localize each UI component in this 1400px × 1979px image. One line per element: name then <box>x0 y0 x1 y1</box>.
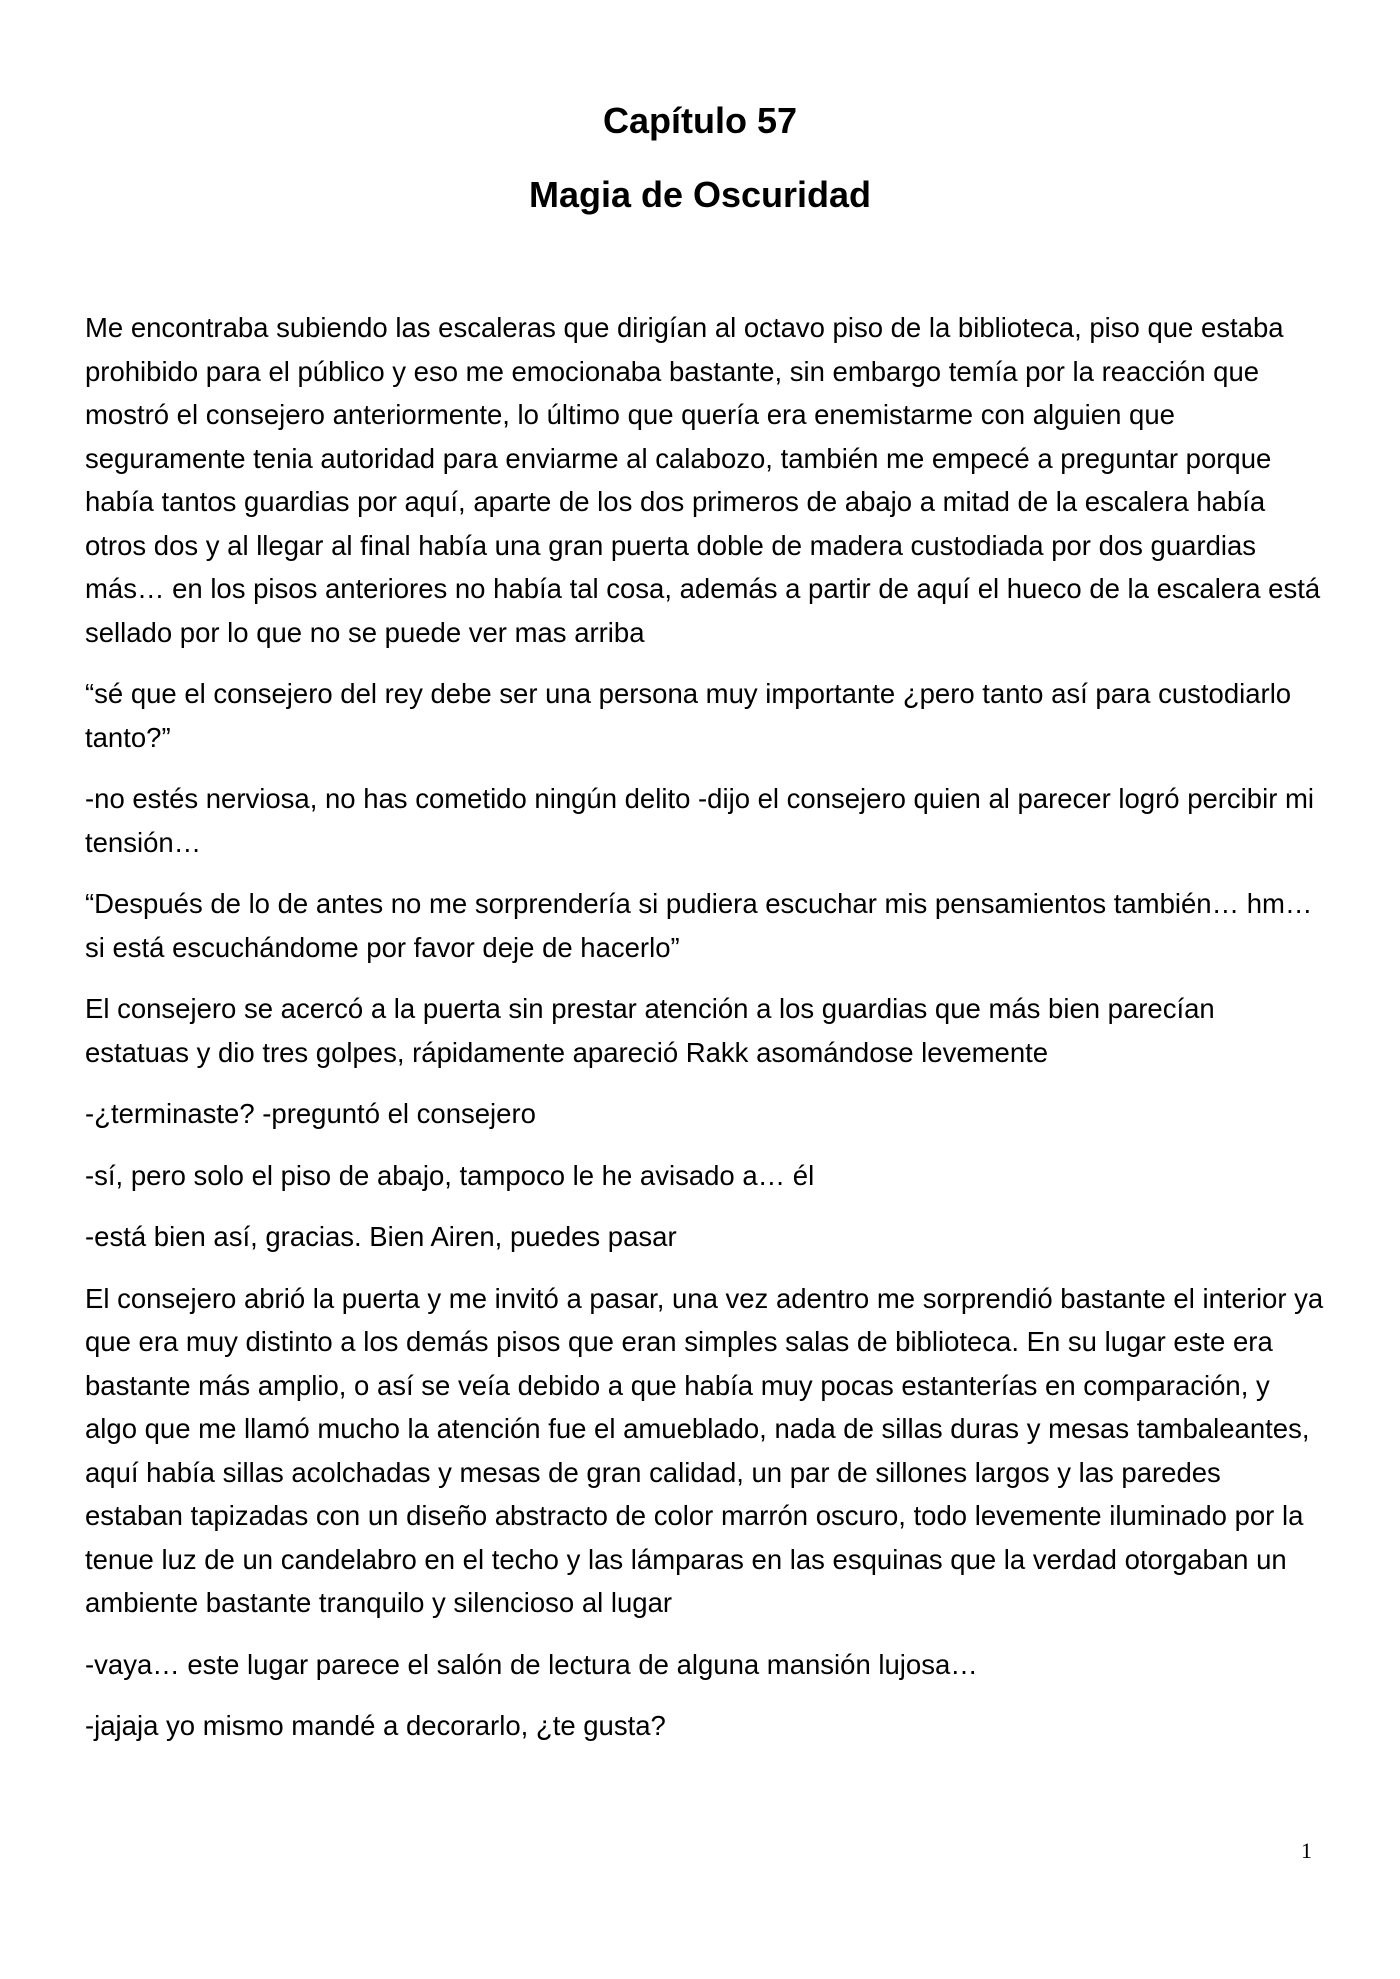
paragraph: -no estés nerviosa, no has cometido ningún delito -dijo el consejero quien al parecer logró percibir mi tensión… <box>85 783 1315 858</box>
paragraph: -¿terminaste? -preguntó el consejero <box>85 1098 536 1129</box>
paragraph: -jajaja yo mismo mandé a decorarlo, ¿te gusta? <box>85 1710 666 1741</box>
paragraph: -sí, pero solo el piso de abajo, tampoco le he avisado a… él <box>85 1159 815 1191</box>
paragraph: “Después de lo de antes no me sorprendería si pudiera escuchar mis pensamientos también… hm… si está escuchándome por favor deje de hacerlo” <box>85 888 1313 963</box>
page-number: 1 <box>1301 1838 1312 1863</box>
chapter-heading <box>0 84 1400 232</box>
paragraph: -vaya… este lugar parece el salón de lectura de alguna mansión lujosa… <box>85 1648 978 1680</box>
paragraph: Me encontraba subiendo las escaleras que dirigían al octavo piso de la biblioteca, piso que estaba prohibido para el público y eso me emocionaba bastante, sin embargo temía por la reacción que mostró el consejero anteriormente, lo último que quería era enemistarme con alguien que seguramente tenia autoridad para enviarme al calabozo, también me empecé a preguntar porque había tantos guardias por aquí, aparte de los dos primeros de abajo a mitad de la escalera había otros dos y al llegar al final había una gran puerta doble de madera custodiada por dos guardias más… en los pisos anteriores no había tal cosa, además a partir de aquí el hueco de la escalera está sellado por lo que no se puede ver mas arriba <box>85 312 1321 648</box>
chapter-title: Magia de Oscuridad <box>528 174 872 215</box>
chapter-number: Capítulo 57 <box>602 100 798 141</box>
paragraph: El consejero abrió la puerta y me invitó a pasar, una vez adentro me sorprendió bastante el interior ya que era muy distinto a los demás pisos que eran simples salas de biblioteca. En su lugar este era bastante más amplio, o así se veía debido a que había muy pocas estanterías en comparación, y algo que me llamó mucho la atención fue el amueblado, nada de sillas duras y mesas tambaleantes, aquí había sillas acolchadas y mesas de gran calidad, un par de sillones largos y las paredes estaban tapizadas con un diseño abstracto de color marrón oscuro, todo levemente iluminado por la tenue luz de un candelabro en el techo y las lámparas en las esquinas que la verdad otorgaban un ambiente bastante tranquilo y silencioso al lugar <box>85 1282 1324 1618</box>
paragraph: -está bien así, gracias. Bien Airen, puedes pasar <box>85 1221 677 1252</box>
paragraph: El consejero se acercó a la puerta sin prestar atención a los guardias que más bien parecían estatuas y dio tres golpes, rápidamente apareció Rakk asomándose levemente <box>85 993 1215 1068</box>
chapter-body <box>85 306 1325 1766</box>
paragraph: “sé que el consejero del rey debe ser una persona muy importante ¿pero tanto así para custodiarlo tanto?” <box>85 678 1292 753</box>
